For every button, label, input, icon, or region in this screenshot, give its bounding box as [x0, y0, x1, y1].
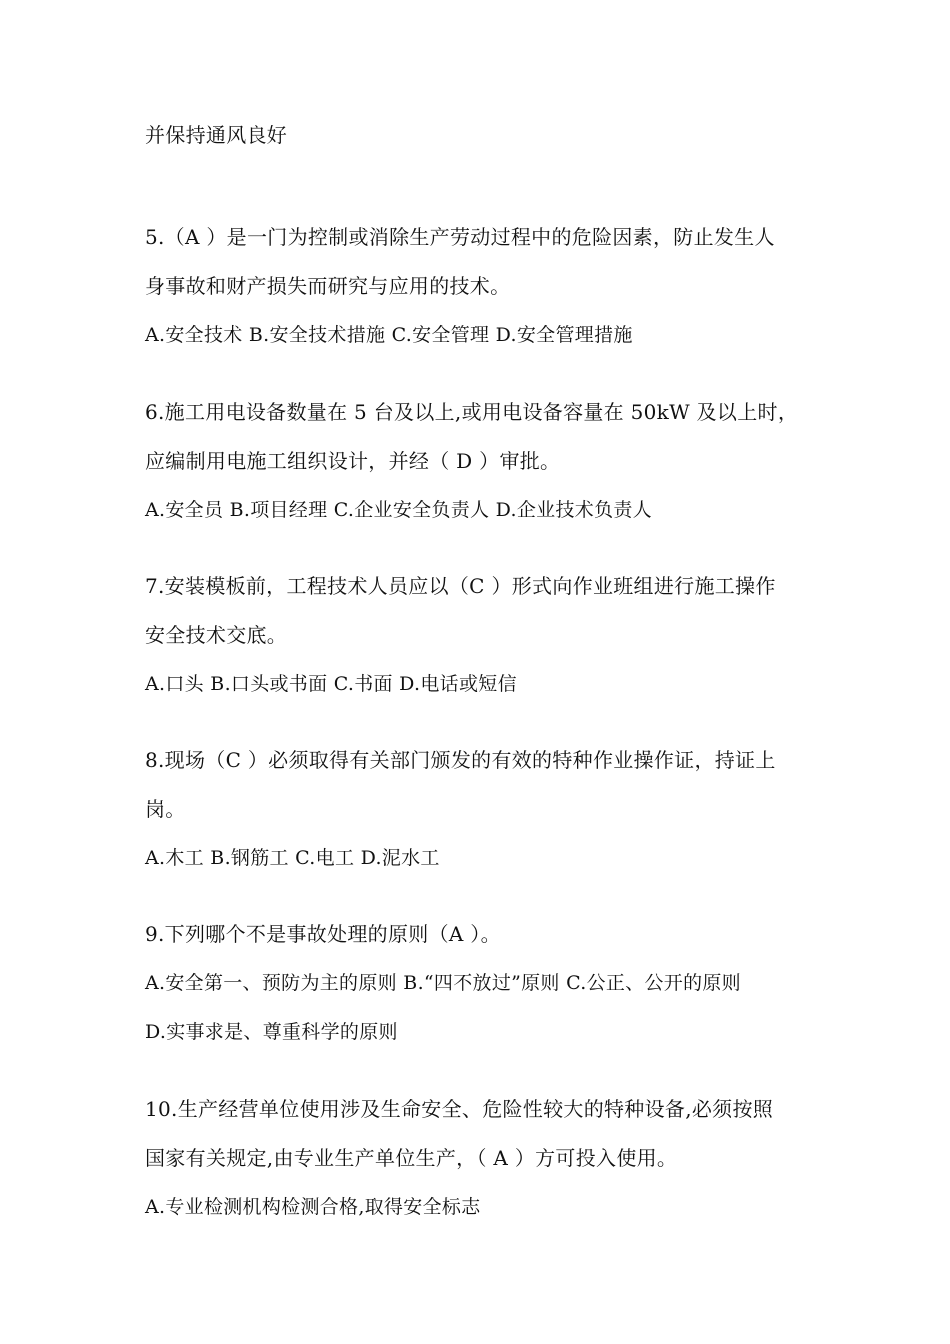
question-5-stem-line-2: 身事故和财产损失而研究与应用的技术。: [145, 274, 511, 298]
question-10-stem-line-1: 10.生产经营单位使用涉及生命安全、危险性较大的特种设备,必须按照: [145, 1097, 774, 1121]
question-7-stem-line-2: 安全技术交底。: [145, 623, 288, 647]
question-5-stem-line-1: 5.（A ）是一门为控制或消除生产劳动过程中的危险因素，防止发生人: [145, 225, 775, 249]
question-10-stem-line-2: 国家有关规定,由专业生产单位生产，（ A ）方可投入使用。: [145, 1146, 678, 1170]
question-6-stem-line-2: 应编制用电施工组织设计，并经（ D ）审批。: [145, 449, 561, 473]
question-8-stem-line-1: 8.现场（C ）必须取得有关部门颁发的有效的特种作业操作证，持证上: [145, 748, 776, 772]
continuation-text: 并保持通风良好: [145, 123, 288, 147]
question-9-stem-line-1: 9.下列哪个不是事故处理的原则（A ）。: [145, 922, 501, 946]
question-10-options: A.专业检测机构检测合格,取得安全标志: [145, 1196, 481, 1218]
question-6-options: A.安全员 B.项目经理 C.企业安全负责人 D.企业技术负责人: [145, 499, 652, 521]
question-8-options: A.木工 B.钢筋工 C.电工 D.泥水工: [145, 847, 440, 869]
question-7-options: A.口头 B.口头或书面 C.书面 D.电话或短信: [145, 673, 517, 695]
question-6-stem-line-1: 6.施工用电设备数量在 5 台及以上,或用电设备容量在 50kW 及以上时，: [145, 400, 799, 424]
question-9-options-line-1: A.安全第一、预防为主的原则 B.“四不放过”原则 C.公正、公开的原则: [145, 972, 741, 994]
question-8-stem-line-2: 岗。: [145, 797, 186, 821]
question-9-options-line-2: D.实事求是、尊重科学的原则: [145, 1021, 398, 1043]
question-7-stem-line-1: 7.安装模板前，工程技术人员应以（C ）形式向作业班组进行施工操作: [145, 574, 776, 598]
question-5-options: A.安全技术 B.安全技术措施 C.安全管理 D.安全管理措施: [145, 324, 633, 346]
